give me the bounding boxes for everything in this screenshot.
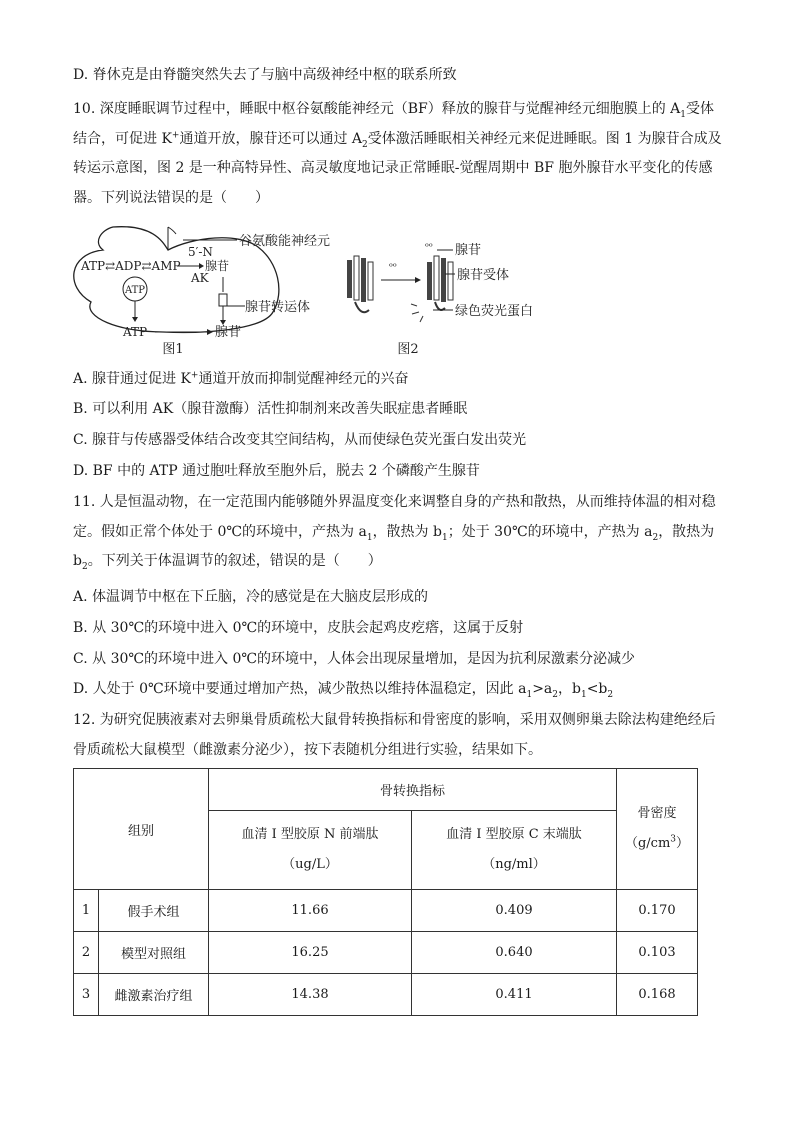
q11-stem: 11. 人是恒温动物，在一定范围内能够随外界温度变化来调整自身的产热和散热，从而维持体温的相对稳定。假如正常个体处于 0℃的环境中，产热为 $a_1$，散热为 $b_1$；处于 30℃的环境中，产热为 $a_2$，散热为 $b_2$。下列关于体温调节的叙述，错误的是（ ）: [73, 494, 716, 572]
row-group: 模型对照组: [99, 932, 209, 974]
neuron-label: 谷氨酸能神经元: [239, 234, 331, 249]
transporter-icon: [219, 294, 227, 306]
row-n-value: 11.66: [209, 890, 412, 932]
figure1-caption: 图1: [162, 342, 184, 357]
density-header: 骨密度 $(g/cm^3)$: [617, 769, 698, 890]
q10-option-a: A. 腺苷通过促进 K+通道开放而抑制觉醒神经元的兴奋: [73, 370, 409, 387]
adenosine-dots-top: ᵒᵒ: [425, 242, 433, 253]
row-c-value: 0.409: [412, 890, 617, 932]
row-number: 3: [74, 974, 99, 1016]
table-row: [74, 890, 698, 932]
q10-stem: 10. 深度睡眠调节过程中，睡眠中枢谷氨酸能神经元（BF）释放的腺苷与觉醒神经元细胞膜上的 $A_1$受体结合，可促进 K+通道开放，腺苷还可以通过 $A_2$受体激活睡眠相关神经元来促进睡眠。图 1 为腺苷合成及转运示意图，图 2 是一种高特异性、高灵敏度地记录正常睡眠-觉醒周期中 BF 胞外腺苷水平变化的传感器。下列说法错误的是（ ）: [73, 101, 722, 206]
q10-option-d: D. BF 中的 ATP 通过胞吐释放至胞外后，脱去 2 个磷酸产生腺苷: [73, 463, 480, 479]
row-group: 雌激素治疗组: [99, 974, 209, 1016]
receptor-icon-right: [411, 256, 453, 322]
q10-option-b: B. 可以利用 AK（腺苷激酶）活性抑制剂来改善失眠症患者睡眠: [73, 401, 468, 417]
transporter-label: 腺苷转运体: [245, 300, 311, 315]
row-density-value: 0.170: [617, 890, 698, 932]
vesicle-label: ATP: [124, 285, 146, 296]
q11-option-d: D. 人处于 0℃环境中要通过增加产热，减少散热以维持体温稳定，因此 $a_1>a_2$，$b_1<b_2$: [73, 681, 614, 700]
row-n-value: 14.38: [209, 974, 412, 1016]
atp-outside-label: ATP: [123, 325, 148, 339]
receptor-label: 腺苷受体: [457, 268, 510, 283]
figure2: [347, 242, 533, 357]
gfp-label: 绿色荧光蛋白: [455, 304, 534, 319]
receptor-icon-left: [347, 256, 373, 312]
adenosine-label: 腺苷: [455, 243, 482, 258]
enzyme-bottom-label: AK: [191, 271, 209, 285]
group-header: 组别: [74, 769, 209, 890]
results-table: [73, 768, 698, 1016]
col-n-header: 血清 I 型胶原 N 前端肽 （ug/L）: [209, 811, 412, 890]
row-density-value: 0.168: [617, 974, 698, 1016]
q12-stem: 12. 为研究促胰液素对去卵巢骨质疏松大鼠骨转换指标和骨密度的影响，采用双侧卵巢去除法构建绝经后骨质疏松大鼠模型（雌激素分泌少），按下表随机分组进行实验，结果如下。: [73, 712, 716, 758]
row-c-value: 0.411: [412, 974, 617, 1016]
row-number: 2: [74, 932, 99, 974]
table-row: [74, 974, 698, 1016]
q10-figures: [73, 222, 543, 362]
q10-option-c: C. 腺苷与传感器受体结合改变其空间结构，从而使绿色荧光蛋白发出荧光: [73, 432, 527, 448]
row-group: 假手术组: [99, 890, 209, 932]
col-c-header: 血清 I 型胶原 C 末端肽 （ng/ml）: [412, 811, 617, 890]
row-number: 1: [74, 890, 99, 932]
figure1: [74, 227, 330, 357]
figure2-caption: 图2: [397, 342, 419, 357]
enzyme-top-label: 5′-N: [188, 245, 213, 259]
row-n-value: 16.25: [209, 932, 412, 974]
table-row: [74, 932, 698, 974]
pathway-label: ATP⇄ADP⇄AMP: [81, 259, 181, 273]
row-density-value: 0.103: [617, 932, 698, 974]
q11-option-a: A. 体温调节中枢在下丘脑，冷的感觉是在大脑皮层形成的: [73, 589, 429, 605]
q11-option-b: B. 从 30℃的环境中进入 0℃的环境中，皮肤会起鸡皮疙瘩，这属于反射: [73, 620, 524, 636]
bone-turnover-header: 骨转换指标: [209, 769, 617, 811]
adenosine-dots-left: ᵒᵒ: [389, 262, 397, 273]
q11-option-c: C. 从 30℃的环境中进入 0℃的环境中，人体会出现尿量增加，是因为抗利尿激素分泌减少: [73, 651, 636, 667]
row-c-value: 0.640: [412, 932, 617, 974]
adenosine-outside-label: 腺苷: [215, 325, 242, 340]
adenosine-inside-label: 腺苷: [205, 259, 230, 273]
q9-option-d: D. 脊休克是由脊髓突然失去了与脑中高级神经中枢的联系所致: [73, 67, 457, 83]
